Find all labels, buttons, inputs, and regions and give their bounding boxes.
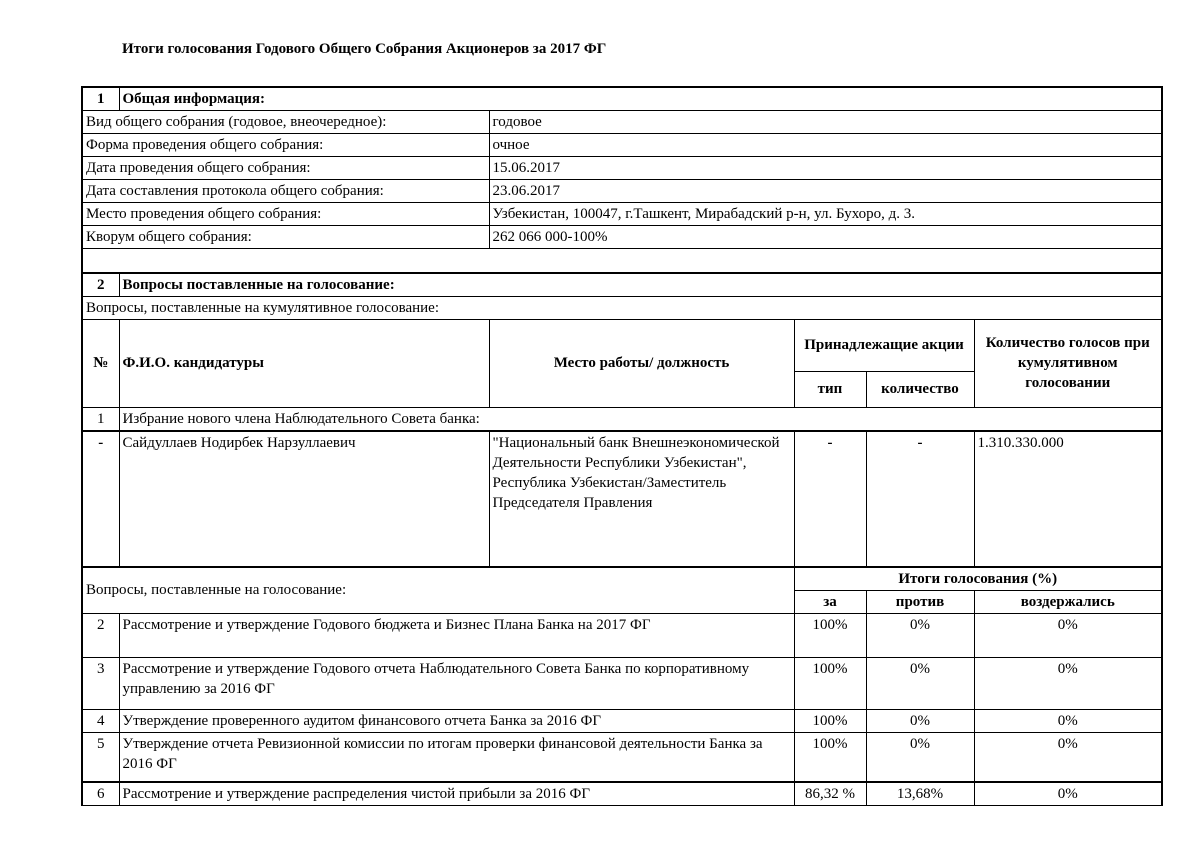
question-against: 0% <box>866 613 974 657</box>
question-abstained: 0% <box>974 732 1162 782</box>
candidate-work: "Национальный банк Внешнеэкономической Деятельности Республики Узбекистан", Республика Узбекистан/Заместитель Председателя Правления <box>489 431 794 567</box>
info-label: Вид общего собрания (годовое, внеочередное): <box>82 111 489 134</box>
question-for: 86,32 % <box>794 782 866 806</box>
candidate-share-quantity: - <box>866 431 974 567</box>
spacer-row <box>82 249 1162 273</box>
cumulative-voting-label: Вопросы, поставленные на кумулятивное голосование: <box>82 296 1162 319</box>
header-against: против <box>866 590 974 613</box>
candidate-votes: 1.310.330.000 <box>974 431 1162 567</box>
section2-number: 2 <box>82 273 119 297</box>
info-label: Место проведения общего собрания: <box>82 203 489 226</box>
election-number: 1 <box>82 407 119 431</box>
header-shares: Принадлежащие акции <box>794 319 974 371</box>
info-label: Дата проведения общего собрания: <box>82 157 489 180</box>
question-text: Рассмотрение и утверждение Годового бюджета и Бизнес Плана Банка на 2017 ФГ <box>119 613 794 657</box>
question-text: Рассмотрение и утверждение распределения чистой прибыли за 2016 ФГ <box>119 782 794 806</box>
info-label: Кворум общего собрания: <box>82 226 489 249</box>
question-text: Рассмотрение и утверждение Годового отчета Наблюдательного Совета Банка по корпоративному управлению за 2016 ФГ <box>119 657 794 709</box>
header-quantity: количество <box>866 371 974 407</box>
question-row <box>82 732 1162 782</box>
question-number: 4 <box>82 709 119 732</box>
question-against: 0% <box>866 657 974 709</box>
question-row <box>82 709 1162 732</box>
header-name: Ф.И.О. кандидатуры <box>119 319 489 407</box>
question-number: 3 <box>82 657 119 709</box>
question-number: 2 <box>82 613 119 657</box>
info-value: Узбекистан, 100047, г.Ташкент, Мирабадский р-н, ул. Бухоро, д. 3. <box>489 203 1162 226</box>
question-abstained: 0% <box>974 657 1162 709</box>
question-against: 13,68% <box>866 782 974 806</box>
info-value: 15.06.2017 <box>489 157 1162 180</box>
info-row <box>82 203 1162 226</box>
header-for: за <box>794 590 866 613</box>
info-row <box>82 157 1162 180</box>
question-text: Утверждение проверенного аудитом финансового отчета Банка за 2016 ФГ <box>119 709 794 732</box>
question-row <box>82 657 1162 709</box>
candidate-name: Сайдуллаев Нодирбек Нарзуллаевич <box>119 431 489 567</box>
voting-results-table <box>81 86 1163 806</box>
question-text: Утверждение отчета Ревизионной комиссии по итогам проверки финансовой деятельности Банка за 2016 ФГ <box>119 732 794 782</box>
info-label: Форма проведения общего собрания: <box>82 134 489 157</box>
info-row <box>82 111 1162 134</box>
question-row <box>82 613 1162 657</box>
question-number: 5 <box>82 732 119 782</box>
header-votes: Количество голосов при кумулятивном голосовании <box>974 319 1162 407</box>
info-value: 23.06.2017 <box>489 180 1162 203</box>
candidate-number: - <box>82 431 119 567</box>
question-number: 6 <box>82 782 119 806</box>
info-value: годовое <box>489 111 1162 134</box>
header-work: Место работы/ должность <box>489 319 794 407</box>
section1-number: 1 <box>82 87 119 111</box>
info-row <box>82 180 1162 203</box>
question-against: 0% <box>866 732 974 782</box>
info-value: очное <box>489 134 1162 157</box>
header-abstained: воздержались <box>974 590 1162 613</box>
election-text: Избрание нового члена Наблюдательного Совета банка: <box>119 407 1162 431</box>
question-row <box>82 782 1162 806</box>
candidate-row <box>82 431 1162 567</box>
question-for: 100% <box>794 732 866 782</box>
question-abstained: 0% <box>974 709 1162 732</box>
question-abstained: 0% <box>974 613 1162 657</box>
question-for: 100% <box>794 613 866 657</box>
section1-title: Общая информация: <box>119 87 1162 111</box>
section2-title: Вопросы поставленные на голосование: <box>119 273 1162 297</box>
results-header: Итоги голосования (%) <box>794 567 1162 591</box>
question-against: 0% <box>866 709 974 732</box>
question-abstained: 0% <box>974 782 1162 806</box>
document-title: Итоги голосования Годового Общего Собрания Акционеров за 2017 ФГ <box>122 41 607 57</box>
info-label: Дата составления протокола общего собрания: <box>82 180 489 203</box>
question-for: 100% <box>794 709 866 732</box>
info-row <box>82 226 1162 249</box>
info-row <box>82 134 1162 157</box>
info-value: 262 066 000-100% <box>489 226 1162 249</box>
candidate-share-type: - <box>794 431 866 567</box>
voting-questions-label: Вопросы, поставленные на голосование: <box>82 567 794 614</box>
header-number: № <box>82 319 119 407</box>
question-for: 100% <box>794 657 866 709</box>
header-type: тип <box>794 371 866 407</box>
